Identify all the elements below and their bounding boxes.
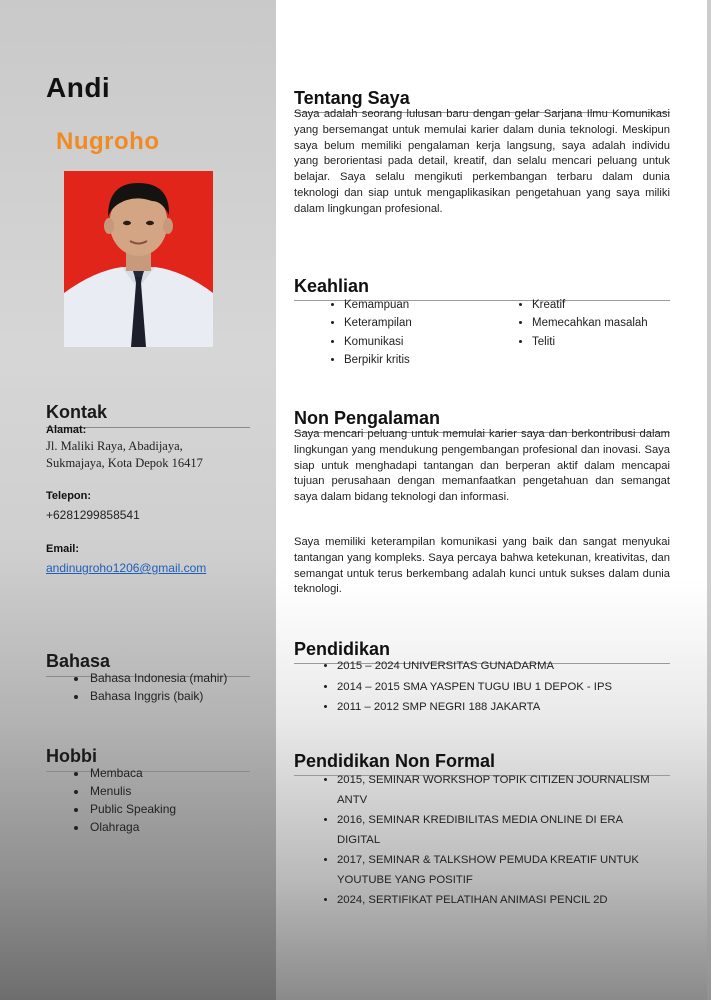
- skills-heading: Keahlian: [294, 276, 670, 301]
- skill-item: • Memecahkan masalah: [532, 314, 692, 332]
- non-formal-item: • 2017, SEMINAR & TALKSHOW PEMUDA KREATIF UNTUK YOUTUBE YANG POSITIF: [337, 850, 667, 890]
- about-heading: Tentang Saya: [294, 88, 670, 113]
- non-formal-item: • 2016, SEMINAR KREDIBILITAS MEDIA ONLINE DI ERA DIGITAL: [337, 810, 667, 850]
- page-edge: [707, 0, 711, 1000]
- non-experience-paragraph-2: Saya memiliki keterampilan komunikasi yang baik dan sangat menyukai tantangan yang kompleks. Saya percaya bahwa ketekunan, kreativitas, dan semangat untuk terus berkembang adalah kunci untuk sukses dalam dunia teknologi.: [294, 536, 670, 596]
- address-label: Alamat:: [46, 424, 87, 436]
- skill-item: • Kemampuan: [344, 296, 504, 314]
- skills-list-col1: [326, 296, 504, 369]
- email-link[interactable]: andinugroho1206@gmail.com: [46, 561, 207, 575]
- non-formal-heading: Pendidikan Non Formal: [294, 751, 670, 776]
- languages-heading: Bahasa: [46, 651, 250, 677]
- education-item: • 2014 – 2015 SMA YASPEN TUGU IBU 1 DEPOK - IPS: [337, 678, 711, 698]
- non-formal-item: • 2015, SEMINAR WORKSHOP TOPIK CITIZEN JOURNALISM ANTV: [337, 770, 667, 810]
- education-list: [294, 657, 711, 719]
- hobby-item: • Public Speaking: [88, 800, 288, 818]
- email-label: Email:: [46, 543, 80, 555]
- address-line-1: Jl. Maliki Raya, Abadijaya,: [46, 439, 183, 453]
- education-item: • 2011 – 2012 SMP NEGRI 188 JAKARTA: [337, 698, 711, 718]
- non-experience-paragraph-1: Saya mencari peluang untuk memulai karier saya dan berkontribusi dalam lingkungan yang mendukung pengembangan profesional dan inovasi. Saya siap untuk menghadapi tantangan dan berperan aktif dalam mencapai tujuan perusahaan dengan memanfaatkan pengetahuan dan semangat saya dalam bidang teknologi dan informasi.: [294, 428, 670, 504]
- education-item: • 2015 – 2024 UNIVERSITAS GUNADARMA: [337, 657, 711, 677]
- language-item: • Bahasa Inggris (baik): [88, 687, 288, 705]
- name-first: Andi: [46, 72, 111, 103]
- phone-label: Telepon:: [46, 490, 92, 502]
- about-text: Saya adalah seorang lulusan baru dengan gelar Sarjana Ilmu Komunikasi yang bersemangat untuk memulai karier dalam dunia teknologi. Meskipun saya belum memiliki pengalaman kerja langsung, saya adalah individu yang berorientasi pada detail, kreatif, dan selalu mencari peluang untuk belajar. Saya selalu mengikuti perkembangan terbaru dalam dunia teknologi dan siap untuk mengaplikasikan pengetahuan yang saya miliki dalam lingkungan profesional.: [294, 108, 670, 215]
- person-silhouette-icon: [64, 171, 213, 347]
- contact-heading: Kontak: [46, 402, 250, 428]
- hobby-item: • Menulis: [88, 782, 288, 800]
- hobby-item: • Membaca: [88, 764, 288, 782]
- non-experience-heading: Non Pengalaman: [294, 408, 670, 433]
- skills-list-col2: [514, 296, 692, 351]
- hobbies-list: [46, 764, 288, 836]
- skill-item: • Keterampilan: [344, 314, 504, 332]
- hobbies-heading: Hobbi: [46, 746, 250, 772]
- profile-photo: [64, 171, 213, 347]
- hobby-item: • Olahraga: [88, 818, 288, 836]
- skill-item: • Kreatif: [532, 296, 692, 314]
- skill-item: • Teliti: [532, 333, 692, 351]
- phone-value: +6281299858541: [46, 508, 140, 522]
- languages-list: [46, 669, 288, 705]
- non-formal-item: • 2024, SERTIFIKAT PELATIHAN ANIMASI PENCIL 2D: [337, 890, 667, 910]
- non-formal-list: [294, 770, 667, 910]
- skill-item: • Komunikasi: [344, 333, 504, 351]
- language-item: • Bahasa Indonesia (mahir): [88, 669, 288, 687]
- name-last: Nugroho: [56, 128, 160, 155]
- address-line-2: Sukmajaya, Kota Depok 16417: [46, 456, 203, 470]
- skill-item: • Berpikir kritis: [344, 351, 504, 369]
- education-heading: Pendidikan: [294, 639, 670, 664]
